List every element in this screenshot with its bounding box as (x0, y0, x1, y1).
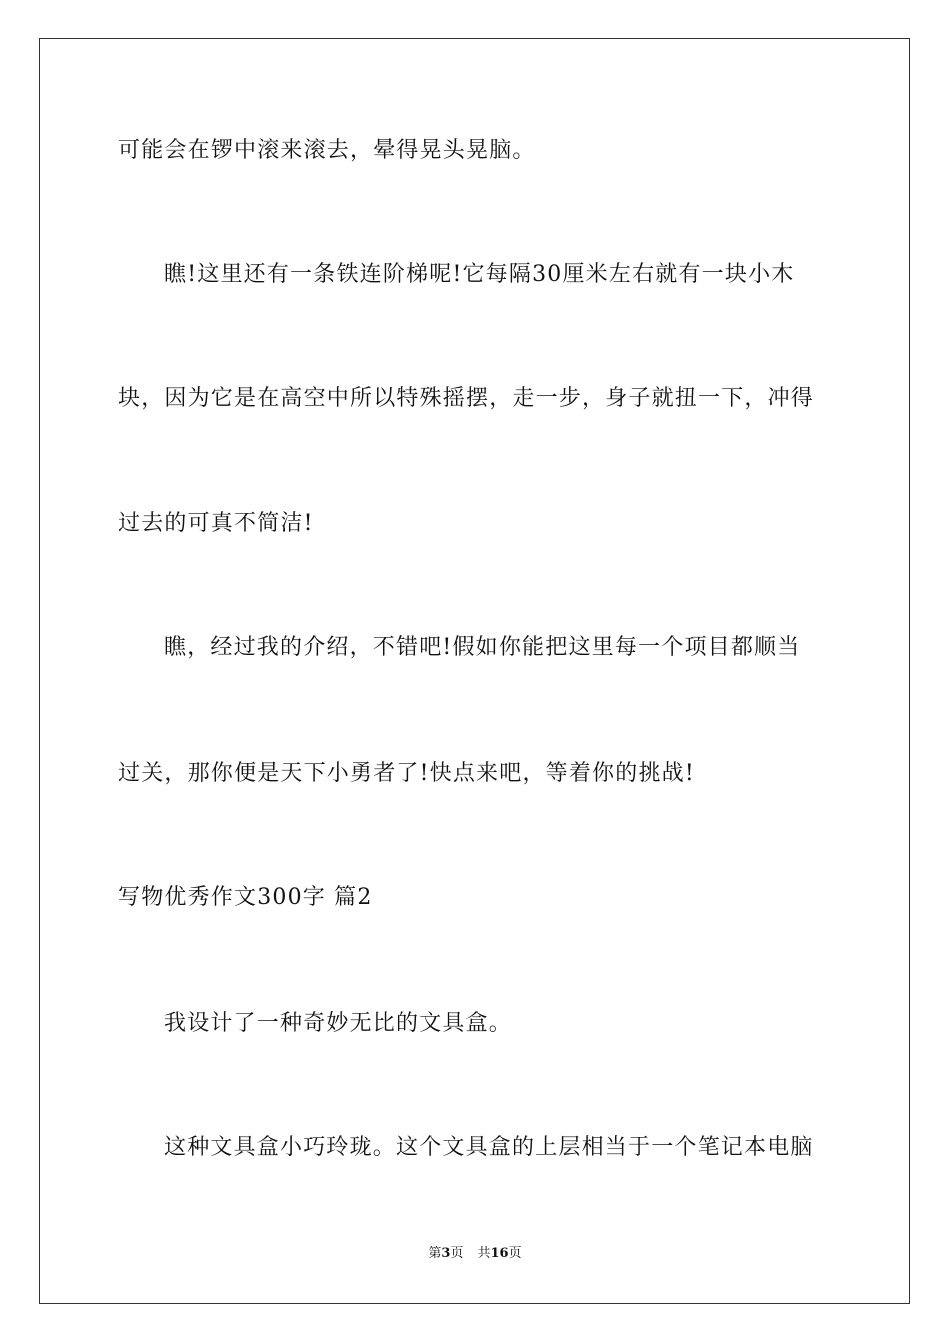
text-line-6: 过关，那你便是天下小勇者了!快点来吧，等着你的挑战! (118, 761, 695, 786)
footer-page-suffix: 页 (450, 1246, 464, 1261)
text-line-1: 可能会在锣中滚来滚去，晕得晃头晃脑。 (118, 138, 536, 163)
text-line-5: 瞧，经过我的介绍，不错吧!假如你能把这里每一个项目都顺当 (164, 635, 801, 660)
text-line-4: 过去的可真不简洁! (118, 511, 314, 536)
text-line-8: 我设计了一种奇妙无比的文具盒。 (164, 1011, 513, 1036)
text-line-9: 这种文具盒小巧玲珑。这个文具盒的上层相当于一个笔记本电脑 (164, 1135, 814, 1160)
page-border (39, 38, 910, 1304)
footer-prefix: 第 (428, 1246, 442, 1261)
page-footer (0, 1246, 950, 1262)
footer-total-prefix: 共 (477, 1246, 491, 1261)
footer-total-suffix: 页 (508, 1246, 522, 1261)
footer-page-number: 3 (441, 1246, 451, 1261)
footer-total-pages: 16 (490, 1246, 509, 1261)
text-line-3: 块，因为它是在高空中所以特殊摇摆，走一步，身子就扭一下，冲得 (118, 386, 815, 411)
section-heading: 写物优秀作文300字 篇2 (118, 885, 373, 910)
text-line-2: 瞧!这里还有一条铁连阶梯呢!它每隔30厘米左右就有一块小木 (164, 262, 795, 287)
